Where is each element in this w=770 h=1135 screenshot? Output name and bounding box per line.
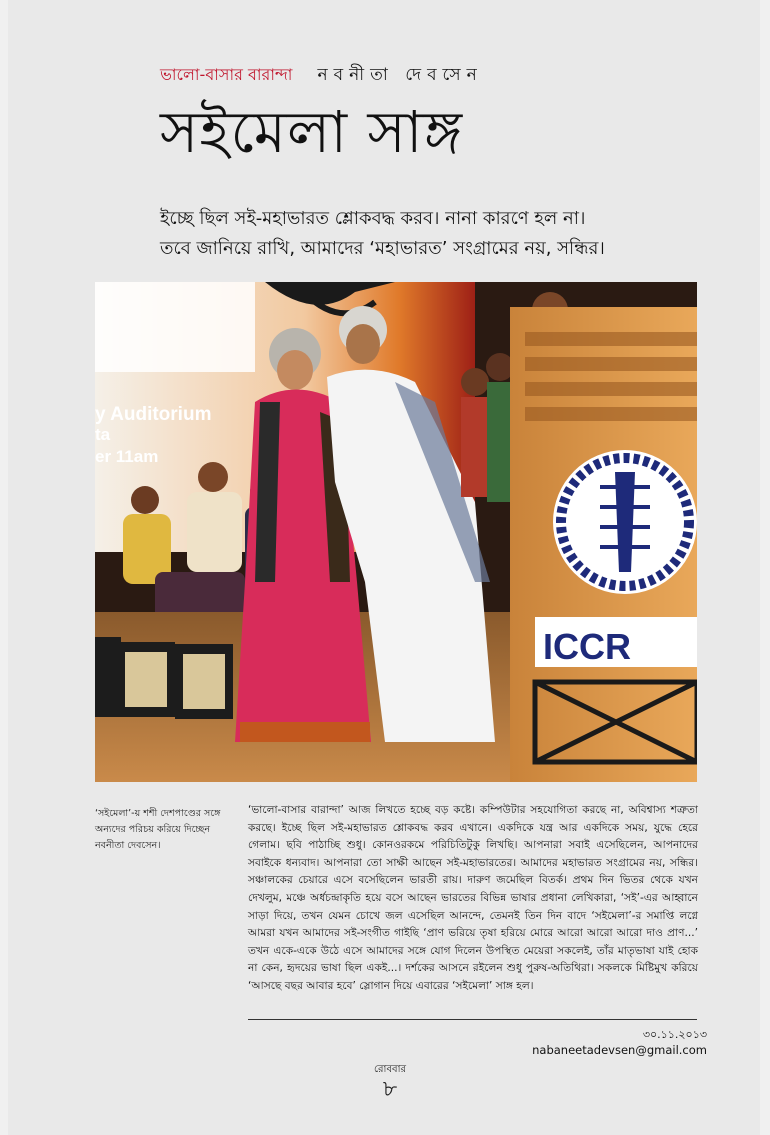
article-body: ‘ভালো-বাসার বারান্দা’ আজ লিখতে হচ্ছে বড় কষ্টে। কম্পিউটার সহযোগিতা করছে না, অবিশ্বাস্য শত্রুতা করছে। ইচ্ছে ছিল সই-মহাভারত শ্লোকবদ্ধ করব এখানে। একদিকে যন্ত্র আর একদিকে সময়, যুদ্ধে হেরে গেলাম। ছবি পাঠাচ্ছি শুধু। কোনওরকমে পরিচিতিটুকু লিখছি। আপনারা সবাই এসেছিলেন, আপনাদের সবাইকে ধন্যবাদ। আপনারা তো সাক্ষী আছেন সই-মহাভারতের। আমাদের মহাভারত সংগ্রামের নয়, সন্ধির। সঞ্চালকের চেয়ারে এসে বসেছিলেন ভারতী রায়। দারুণ জমেছিল বিতর্ক। প্রথম দিন ভিতর থেকে যখন দেখলুম, মঞ্চে অর্ধচন্দ্রাকৃতি হয়ে বসে আছেন ভারতের বিভিন্ন ভাষার প্রধানা লেখিকারা, ‘সই’-এর আহ্বানে সাড়া দিয়ে, তখন যেমন চোখে জল এসেছিল আনন্দে, তেমনই তিন দিন বাদে ‘সইমেলা’-র সমাপ্তি লগ্নে আমরা যখন আমাদের সই-সংগীত গাইছি ‘প্রাণ ভরিয়ে তৃষা হরিয়ে মোরে আরো আরো আরো দাও প্রাণ...’ তখন একে-একে উঠে এসে আমাদের সঙ্গে যোগ দিলেন উপস্থিত মেয়েরা সকলেই, তাঁর মাতৃভাষা যাই হোক না কেন, হৃদয়ের ভাষা ছিল একই...। দর্শকের আসনে রইলেন শুধু পুরুষ-অতিথিরা। সকলকে মিষ্টিমুখ করিয়ে ‘আসছে বছর আবার হবে’ স্লোগান দিয়ে এবারের ‘সইমেলা’ সাঙ্গ হল।	[248, 804, 698, 992]
signoff-date: ৩০.১১.২০১৩	[642, 1028, 707, 1041]
headline: সইমেলা সাঙ্গ	[160, 98, 464, 166]
deck-line-2: তবে জানিয়ে রাখি, আমাদের ‘মহাভারত’ সংগ্রামের নয়, সন্ধির।	[160, 238, 605, 259]
event-photo	[95, 282, 697, 782]
page-number: ৮	[382, 1077, 398, 1102]
author-email[interactable]: nabaneetadevsen@gmail.com	[532, 1043, 707, 1057]
section-header	[160, 62, 483, 90]
podium	[510, 307, 697, 782]
section-name: ভালো-বাসার বারান্দা	[160, 65, 293, 84]
folio-day: রোববার	[374, 1064, 406, 1075]
banner-text-3: er 11am	[95, 447, 159, 466]
podium-iccr-text: ICCR	[543, 626, 631, 667]
deck-line-1: ইচ্ছে ছিল সই-মহাভারত শ্লোকবদ্ধ করব। নানা কারণে হল না।	[160, 208, 586, 229]
deck-standfirst	[160, 204, 700, 264]
banner-text-2: ta	[95, 425, 111, 444]
gift-bags	[95, 637, 233, 719]
banner-text-auditorium: y Auditorium	[95, 404, 212, 425]
photo-caption: ‘সইমেলা’-য় শশী দেশপাণ্ডের সঙ্গে অন্যদের পরিচয় করিয়ে দিচ্ছেন নবনীতা দেবসেন।	[95, 808, 221, 851]
author-byline: নবনীতা দেবসেন	[317, 65, 483, 85]
signoff-rule	[248, 1019, 697, 1020]
